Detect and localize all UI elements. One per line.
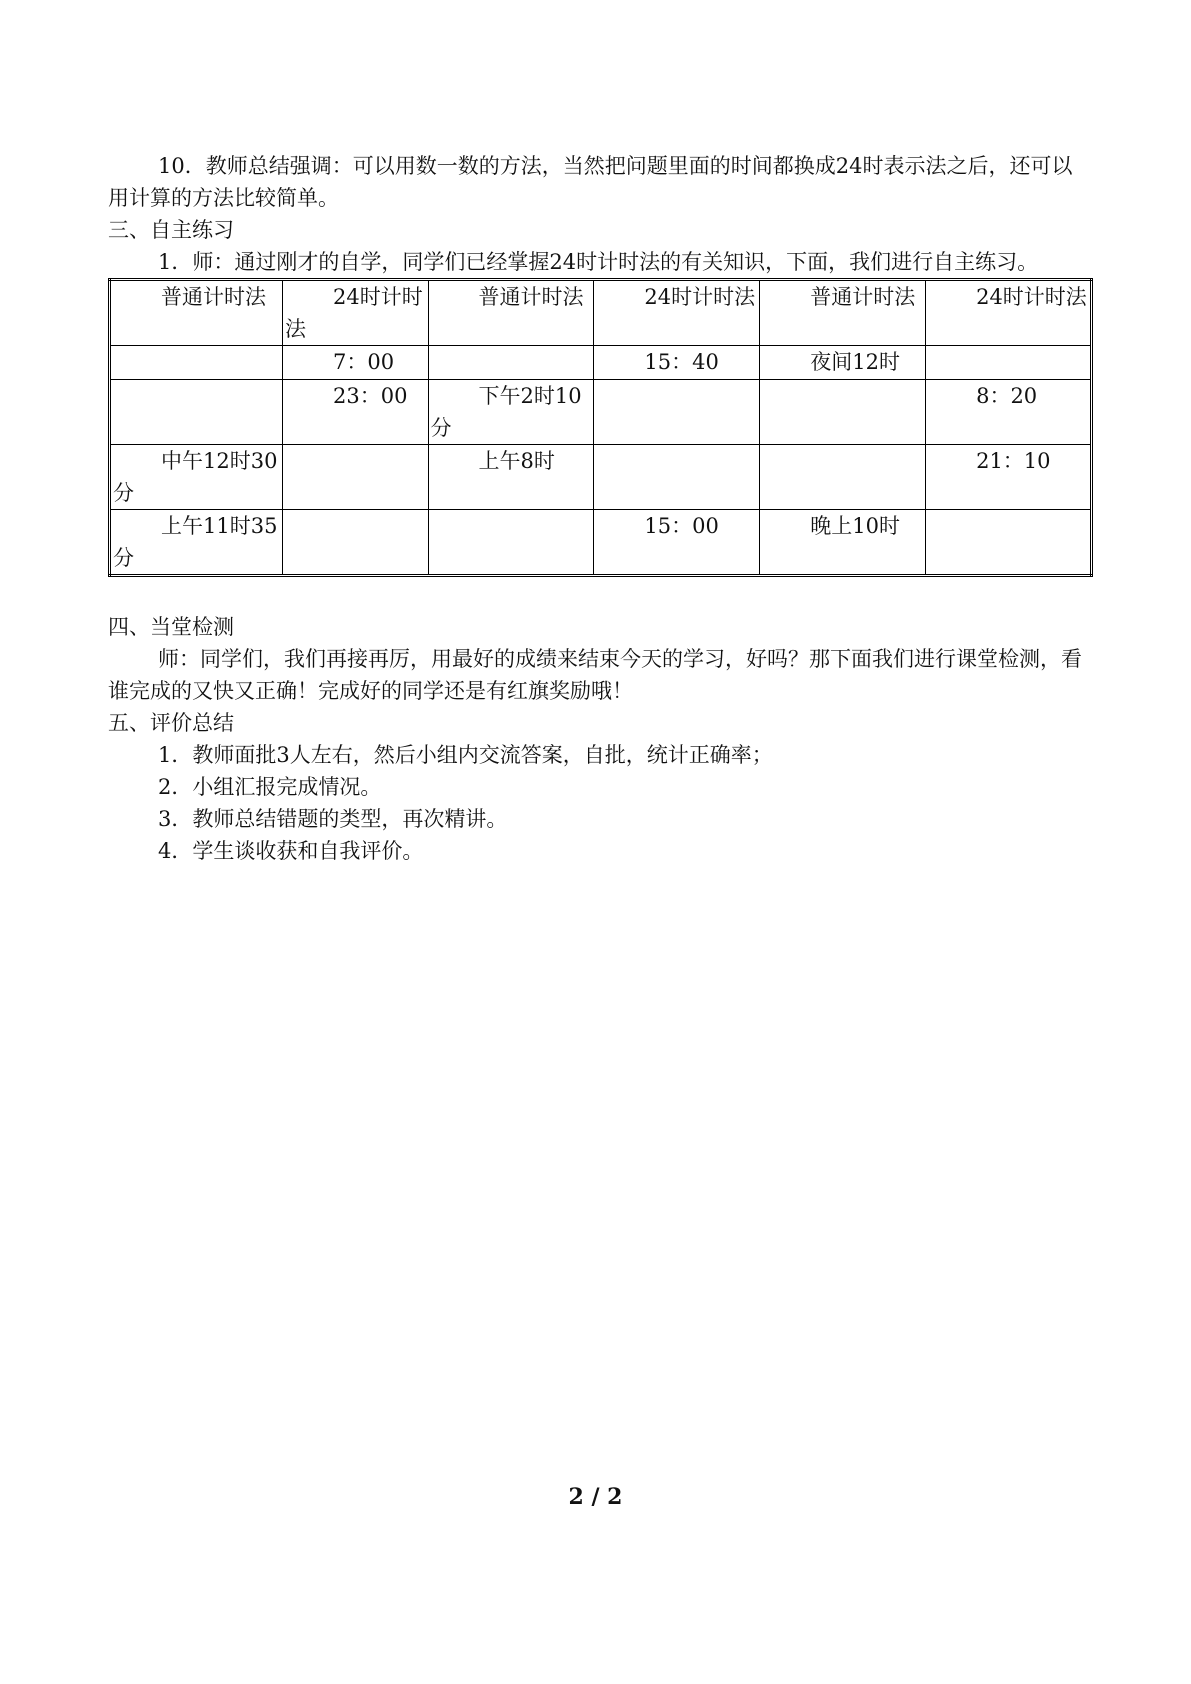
table-cell xyxy=(282,445,428,510)
table-cell xyxy=(110,380,283,445)
table-cell xyxy=(926,346,1092,380)
header-cell: 24时计时法 xyxy=(926,280,1092,346)
table-row xyxy=(110,510,1092,576)
paragraph-test-intro: 师：同学们，我们再接再厉，用最好的成绩来结束今天的学习，好吗？那下面我们进行课堂检测，看谁完成的又快又正确！完成好的同学还是有红旗奖励哦！ xyxy=(108,647,1082,703)
table-cell: 23：00 xyxy=(282,380,428,445)
summary-item: 3．教师总结错题的类型，再次精讲。 xyxy=(158,807,508,831)
table-row xyxy=(110,346,1092,380)
table-cell xyxy=(428,346,594,380)
table-cell xyxy=(428,510,594,576)
table-cell: 中午12时30分 xyxy=(110,445,283,510)
page-number: 2 / 2 xyxy=(568,1484,623,1510)
header-cell: 普通计时法 xyxy=(428,280,594,346)
table-cell: 上午11时35分 xyxy=(110,510,283,576)
summary-item: 2．小组汇报完成情况。 xyxy=(158,775,382,799)
table-row xyxy=(110,380,1092,445)
summary-item: 1．教师面批3人左右，然后小组内交流答案，自批，统计正确率； xyxy=(158,743,773,767)
table-cell xyxy=(110,346,283,380)
table-cell: 7：00 xyxy=(282,346,428,380)
spacer xyxy=(108,577,1093,611)
header-cell: 普通计时法 xyxy=(110,280,283,346)
document-body xyxy=(108,150,1093,867)
section-heading-practice: 三、自主练习 xyxy=(108,218,234,242)
paragraph-teacher-summary: 10．教师总结强调：可以用数一数的方法，当然把问题里面的时间都换成24时表示法之后，还可以用计算的方法比较简单。 xyxy=(108,154,1073,210)
header-cell: 24时计时法 xyxy=(594,280,760,346)
table-cell: 夜间12时 xyxy=(760,346,926,380)
table-cell: 下午2时10分 xyxy=(428,380,594,445)
section-heading-summary: 五、评价总结 xyxy=(108,711,234,735)
table-cell: 15：00 xyxy=(594,510,760,576)
summary-item: 4．学生谈收获和自我评价。 xyxy=(158,839,424,863)
table-cell: 15：40 xyxy=(594,346,760,380)
table-cell xyxy=(760,380,926,445)
table-cell: 上午8时 xyxy=(428,445,594,510)
table-cell: 8：20 xyxy=(926,380,1092,445)
table-cell xyxy=(760,445,926,510)
header-cell: 普通计时法 xyxy=(760,280,926,346)
time-conversion-table xyxy=(108,278,1093,577)
paragraph-practice-intro: 1．师：通过刚才的自学，同学们已经掌握24时计时法的有关知识，下面，我们进行自主练习。 xyxy=(158,250,1039,274)
table-cell: 21：10 xyxy=(926,445,1092,510)
header-cell: 24时计时法 xyxy=(282,280,428,346)
table-cell: 晚上10时 xyxy=(760,510,926,576)
table-cell xyxy=(926,510,1092,576)
table-row xyxy=(110,445,1092,510)
section-heading-test: 四、当堂检测 xyxy=(108,615,234,639)
table-cell xyxy=(594,445,760,510)
table-header-row xyxy=(110,280,1092,346)
table-cell xyxy=(594,380,760,445)
table-cell xyxy=(282,510,428,576)
